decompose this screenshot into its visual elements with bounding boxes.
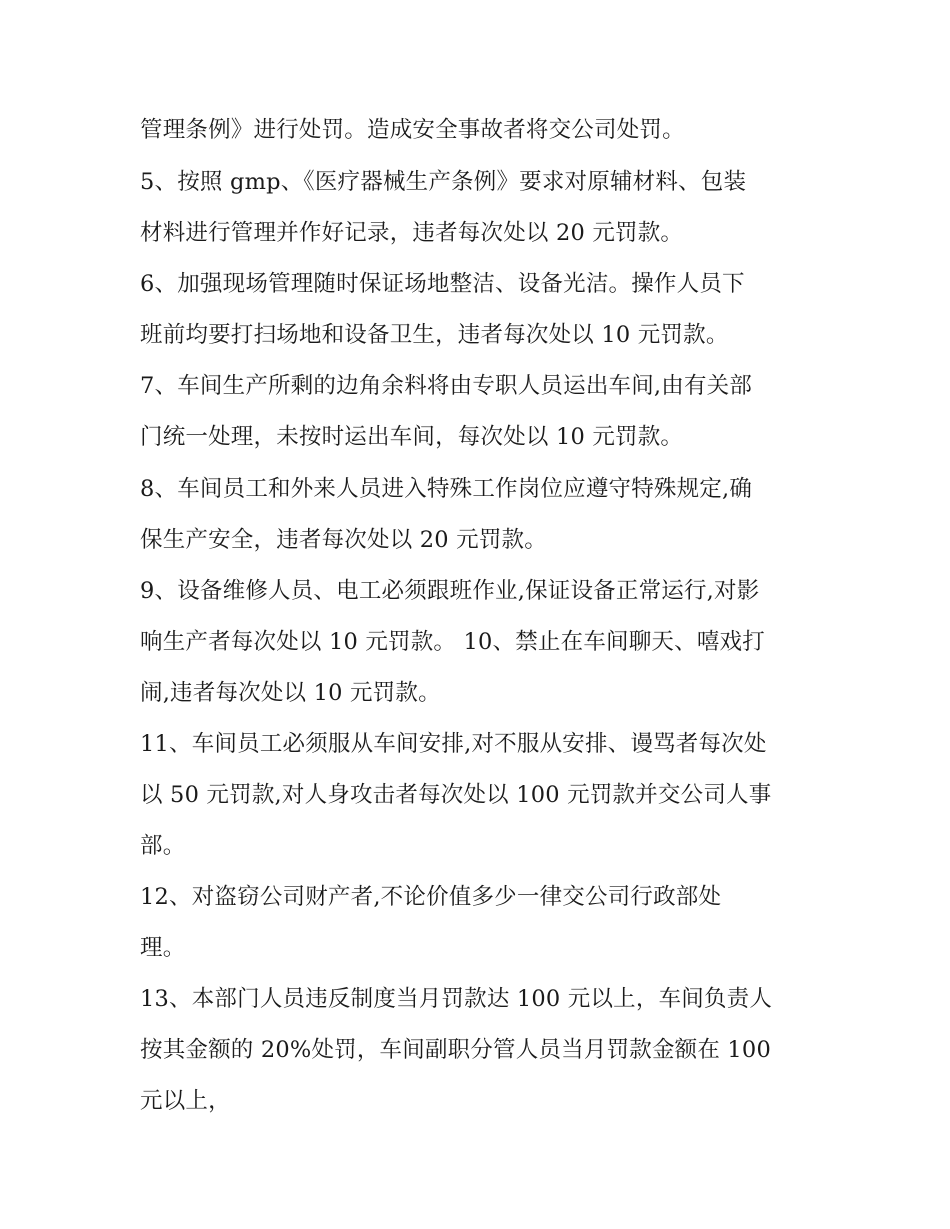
text-line: 班前均要打扫场地和设备卫生，违者每次处以 10 元罚款。 [140, 322, 729, 348]
text-line: 6、加强现场管理随时保证场地整洁、设备光洁。操作人员下 [140, 271, 745, 297]
text-line: 9、设备维修人员、电工必须跟班作业,保证设备正常运行,对影 [140, 578, 760, 604]
text-line: 以 50 元罚款,对人身攻击者每次处以 100 元罚款并交公司人事 [140, 782, 772, 808]
text-line: 部。 [140, 833, 186, 859]
text-line: 7、车间生产所剩的边角余料将由专职人员运出车间,由有关部 [140, 373, 753, 399]
text-line: 按其金额的 20%处罚，车间副职分管人员当月罚款金额在 100 [140, 1037, 771, 1063]
text-line: 元以上， [140, 1088, 231, 1114]
text-line: 管理条例》进行处罚。造成安全事故者将交公司处罚。 [140, 117, 685, 143]
text-line: 闹,违者每次处以 10 元罚款。 [140, 680, 441, 706]
text-line: 理。 [140, 935, 186, 961]
text-line: 12、对盗窃公司财产者,不论价值多少一律交公司行政部处 [140, 884, 722, 910]
text-line: 响生产者每次处以 10 元罚款。 10、禁止在车间聊天、嘻戏打 [140, 629, 765, 655]
text-line: 材料进行管理并作好记录，违者每次处以 20 元罚款。 [140, 220, 684, 246]
text-line: 11、车间员工必须服从车间安排,对不服从安排、谩骂者每次处 [140, 731, 767, 757]
text-line: 5、按照 gmp、《医疗器械生产条例》要求对原辅材料、包装 [140, 169, 747, 195]
text-line: 保生产安全，违者每次处以 20 元罚款。 [140, 527, 547, 553]
text-line: 门统一处理，未按时运出车间，每次处以 10 元罚款。 [140, 424, 684, 450]
text-line: 13、本部门人员违反制度当月罚款达 100 元以上，车间负责人 [140, 986, 773, 1012]
text-line: 8、车间员工和外来人员进入特殊工作岗位应遵守特殊规定,确 [140, 476, 753, 502]
